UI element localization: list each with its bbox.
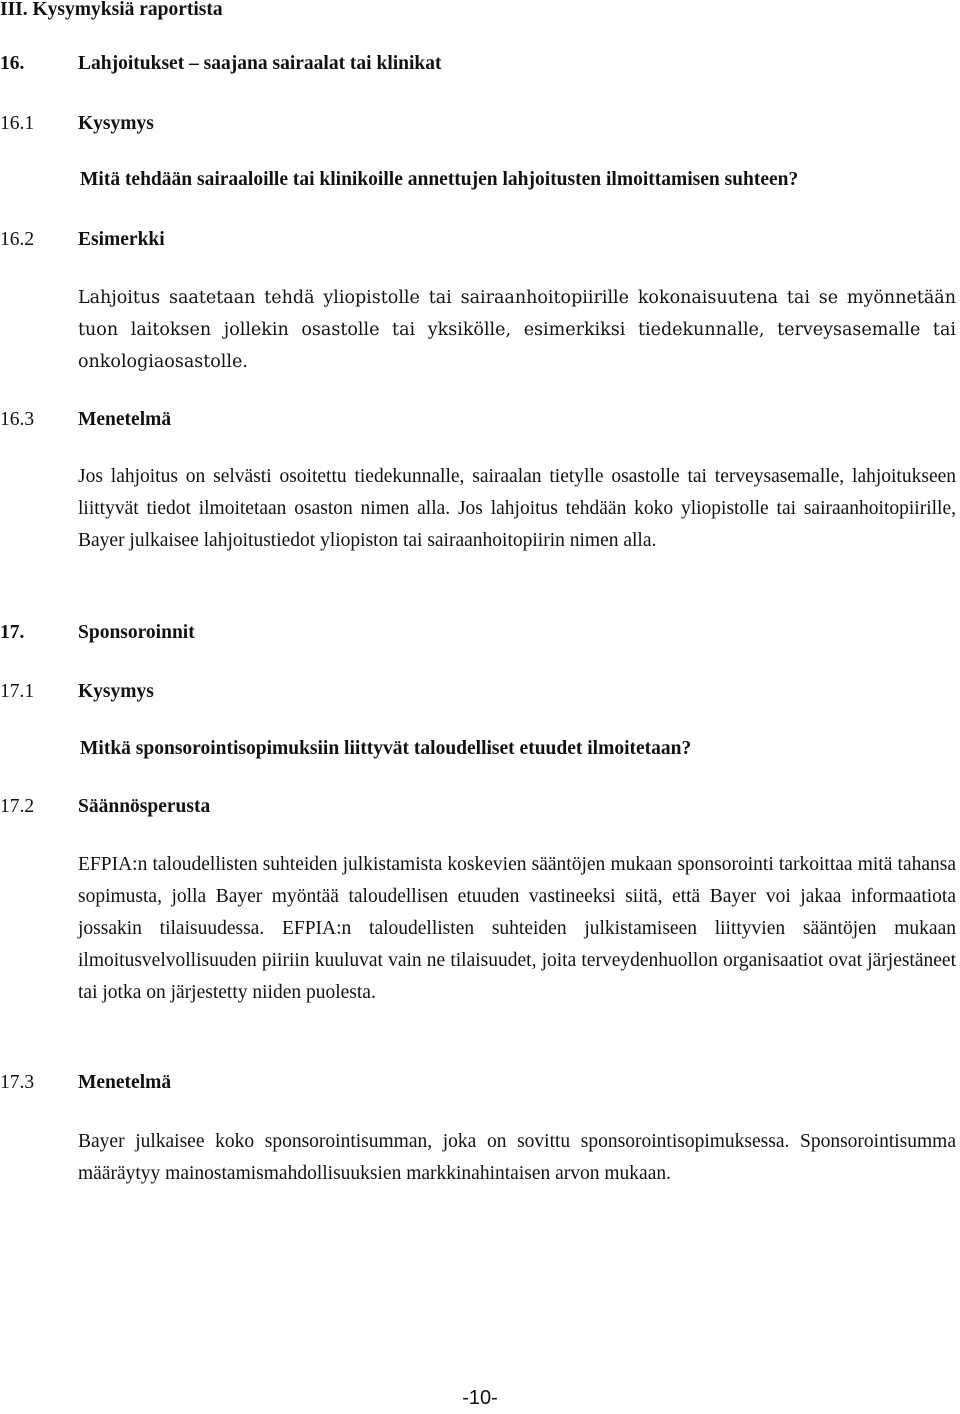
heading-16-1-number: 16.1: [0, 113, 35, 134]
section-title: III. Kysymyksiä raportista: [0, 0, 223, 20]
heading-17-2-number: 17.2: [0, 796, 35, 817]
heading-16-title: Lahjoitukset – saajana sairaalat tai klinikat: [78, 53, 442, 74]
heading-16-2-number: 16.2: [0, 229, 35, 250]
heading-17-1-number: 17.1: [0, 681, 35, 702]
basis-17-paragraph: EFPIA:n taloudellisten suhteiden julkistamista koskevien sääntöjen mukaan sponsorointi tarkoittaa mitä tahansa sopimusta, jolla Bayer myöntää taloudellisen etuuden vastineeksi siitä, että Bayer voi jakaa informaatiota jossakin tilaisuudessa. EFPIA:n taloudellisten suhteiden julkistamiseen liittyvien sääntöjen mukaan ilmoitusvelvollisuuden piiriin kuuluvat vain ne tilaisuudet, joita terveydenhuollon organisaatiot ovat järjestäneet tai jotka on järjestetty niiden puolesta.: [78, 854, 956, 1003]
heading-16-2-title: Esimerkki: [78, 229, 165, 250]
heading-17-3-number: 17.3: [0, 1072, 35, 1093]
heading-16-1-title: Kysymys: [78, 113, 154, 134]
example-16-paragraph: Lahjoitus saatetaan tehdä yliopistolle tai sairaanhoitopiirille kokonaisuutena tai se myönnetään tuon laitoksen jollekin osastolle tai yksikölle, esimerkiksi tiedekunnalle, terveysasemalle tai onkologiaosastolle.: [78, 288, 956, 372]
heading-16-3-title: Menetelmä: [78, 409, 172, 430]
question-16: Mitä tehdään sairaaloille tai klinikoille annettujen lahjoitusten ilmoittamisen suhteen?: [80, 169, 799, 190]
heading-17-3-title: Menetelmä: [78, 1072, 172, 1093]
heading-17-title: Sponsoroinnit: [78, 622, 195, 643]
heading-16-3-number: 16.3: [0, 409, 35, 430]
heading-17-1-title: Kysymys: [78, 681, 154, 702]
page-number: -10-: [462, 1387, 498, 1409]
question-17: Mitkä sponsorointisopimuksiin liittyvät taloudelliset etuudet ilmoitetaan?: [80, 738, 692, 759]
heading-16-number: 16.: [0, 53, 25, 74]
method-17-paragraph: Bayer julkaisee koko sponsorointisumman, joka on sovittu sponsorointisopimuksessa. Sponsorointisumma määräytyy mainostamismahdollisuuksien markkinahintaisen arvon mukaan.: [78, 1131, 956, 1184]
heading-17-2-title: Säännösperusta: [78, 796, 211, 817]
heading-17-number: 17.: [0, 622, 25, 643]
method-16-paragraph: Jos lahjoitus on selvästi osoitettu tiedekunnalle, sairaalan tietylle osastolle tai terveysasemalle, lahjoitukseen liittyvät tiedot ilmoitetaan osaston nimen alla. Jos lahjoitus tehdään koko yliopistolle tai sairaanhoitopiirille, Bayer julkaisee lahjoitustiedot yliopiston tai sairaanhoitopiirin nimen alla.: [78, 466, 956, 551]
